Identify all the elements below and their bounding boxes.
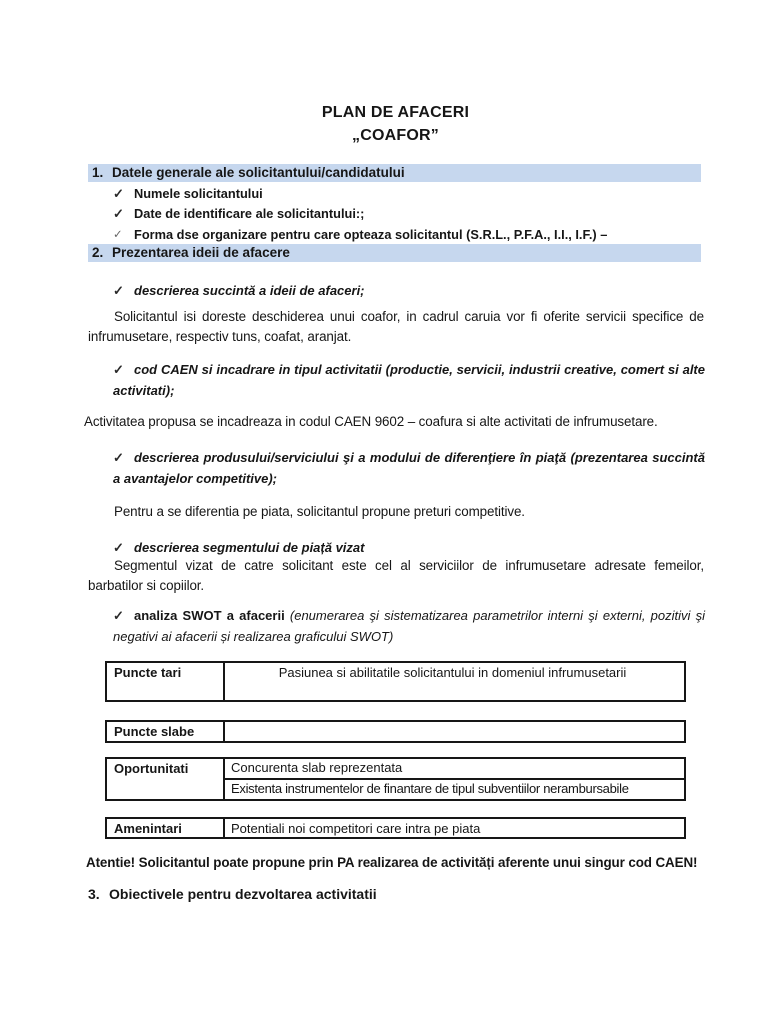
bullet-segment-text: descrierea segmentului de piață vizat bbox=[134, 540, 365, 555]
section3-heading: Obiectivele pentru dezvoltarea activitatii bbox=[109, 886, 377, 902]
document-title: PLAN DE AFACERI bbox=[321, 104, 470, 121]
bullet-idea-text: descrierea succintă a ideii de afaceri; bbox=[134, 283, 365, 298]
paragraph-idea: Solicitantul isi doreste deschiderea unui coafor, in cadrul caruia vor fi oferite servicii specifice de infrumusetare, respectiv tuns, coafat, aranjat. bbox=[88, 309, 704, 344]
bullet-swot-bold-text: analiza SWOT a afacerii bbox=[134, 608, 285, 623]
section2-heading: Prezentarea ideii de afacere bbox=[112, 245, 290, 260]
swot-opportunities-value-2: Existenta instrumentelor de finantare de tipul subventiilor nerambursabile bbox=[231, 781, 629, 796]
checkmark-icon: ✓ bbox=[113, 450, 124, 465]
swot-strengths-label: Puncte tari bbox=[107, 663, 225, 700]
bullet-caen-text: cod CAEN si incadrare in tipul activitatii (productie, servicii, industrii creative, comert si alte activitati); bbox=[113, 362, 705, 398]
list-item-label: Date de identificare ale solicitantului:; bbox=[134, 206, 365, 221]
bullet-product bbox=[113, 448, 705, 489]
paragraph-segment: Segmentul vizat de catre solicitant este cel al serviciilor de infrumusetare adresate femeilor, barbatilor si copiilor. bbox=[88, 558, 704, 593]
bullet-caen bbox=[113, 360, 705, 401]
swot-threats-value: Potentiali noi competitori care intra pe piata bbox=[231, 821, 481, 836]
swot-opportunities-value-1: Concurenta slab reprezentata bbox=[225, 759, 684, 780]
swot-opportunities-label: Oportunitati bbox=[107, 759, 225, 799]
bullet-swot-italic-text: (enumerarea şi sistematizarea parametrilor interni şi externi, pozitivi şi negativi ai afacerii și realizarea graficului SWOT) bbox=[113, 608, 705, 644]
swot-opportunities-row bbox=[105, 757, 686, 801]
swot-threats-label: Amenintari bbox=[107, 819, 225, 837]
section1-heading-bar bbox=[88, 164, 701, 182]
paragraph-product: Pentru a se diferentia pe piata, solicitantul propune preturi competitive. bbox=[114, 504, 525, 519]
checkmark-icon: ✓ bbox=[113, 540, 124, 555]
section3-heading-row bbox=[88, 886, 377, 902]
section3-number: 3. bbox=[88, 886, 100, 902]
list-item bbox=[113, 225, 607, 246]
section1-heading: Datele generale ale solicitantului/candidatului bbox=[112, 165, 405, 180]
swot-strengths-value: Pasiunea si abilitatile solicitantului in domeniul infrumusetarii bbox=[278, 665, 627, 680]
section2-heading-bar bbox=[88, 244, 701, 262]
swot-opportunities-values bbox=[225, 759, 684, 799]
swot-weaknesses-row bbox=[105, 720, 686, 743]
checkmark-icon: ✓ bbox=[113, 206, 124, 221]
list-item-label: Numele solicitantului bbox=[134, 186, 263, 201]
swot-weaknesses-label: Puncte slabe bbox=[107, 722, 225, 741]
checkmark-icon: ✓ bbox=[113, 229, 123, 241]
swot-strengths-row bbox=[105, 661, 686, 702]
bullet-product-text: descrierea produsului/serviciului şi a modului de diferenţiere în piaţă (prezentarea succintă a avantajelor competitive); bbox=[113, 450, 705, 486]
swot-threats-row bbox=[105, 817, 686, 839]
swot-weaknesses-value bbox=[225, 722, 684, 741]
checkmark-icon: ✓ bbox=[113, 608, 124, 623]
list-item-label: Forma dse organizare pentru care opteaza solicitantul (S.R.L., P.F.A., I.I., I.F.) – bbox=[134, 227, 608, 242]
document-subtitle: „COAFOR” bbox=[352, 127, 439, 144]
list-item bbox=[113, 184, 263, 205]
checkmark-icon: ✓ bbox=[113, 186, 124, 201]
paragraph-caen: Activitatea propusa se incadreaza in codul CAEN 9602 – coafura si alte activitati de infrumusetare. bbox=[84, 414, 658, 429]
bullet-swot bbox=[113, 606, 705, 647]
section1-number: 1. bbox=[92, 165, 104, 180]
section2-number: 2. bbox=[92, 245, 104, 260]
list-item bbox=[113, 204, 364, 225]
bullet-idea bbox=[113, 281, 705, 302]
attention-note: Atentie! Solicitantul poate propune prin PA realizarea de activități aferente unui singur cod CAEN! bbox=[86, 855, 698, 870]
checkmark-icon: ✓ bbox=[113, 362, 124, 377]
checkmark-icon: ✓ bbox=[113, 283, 124, 298]
